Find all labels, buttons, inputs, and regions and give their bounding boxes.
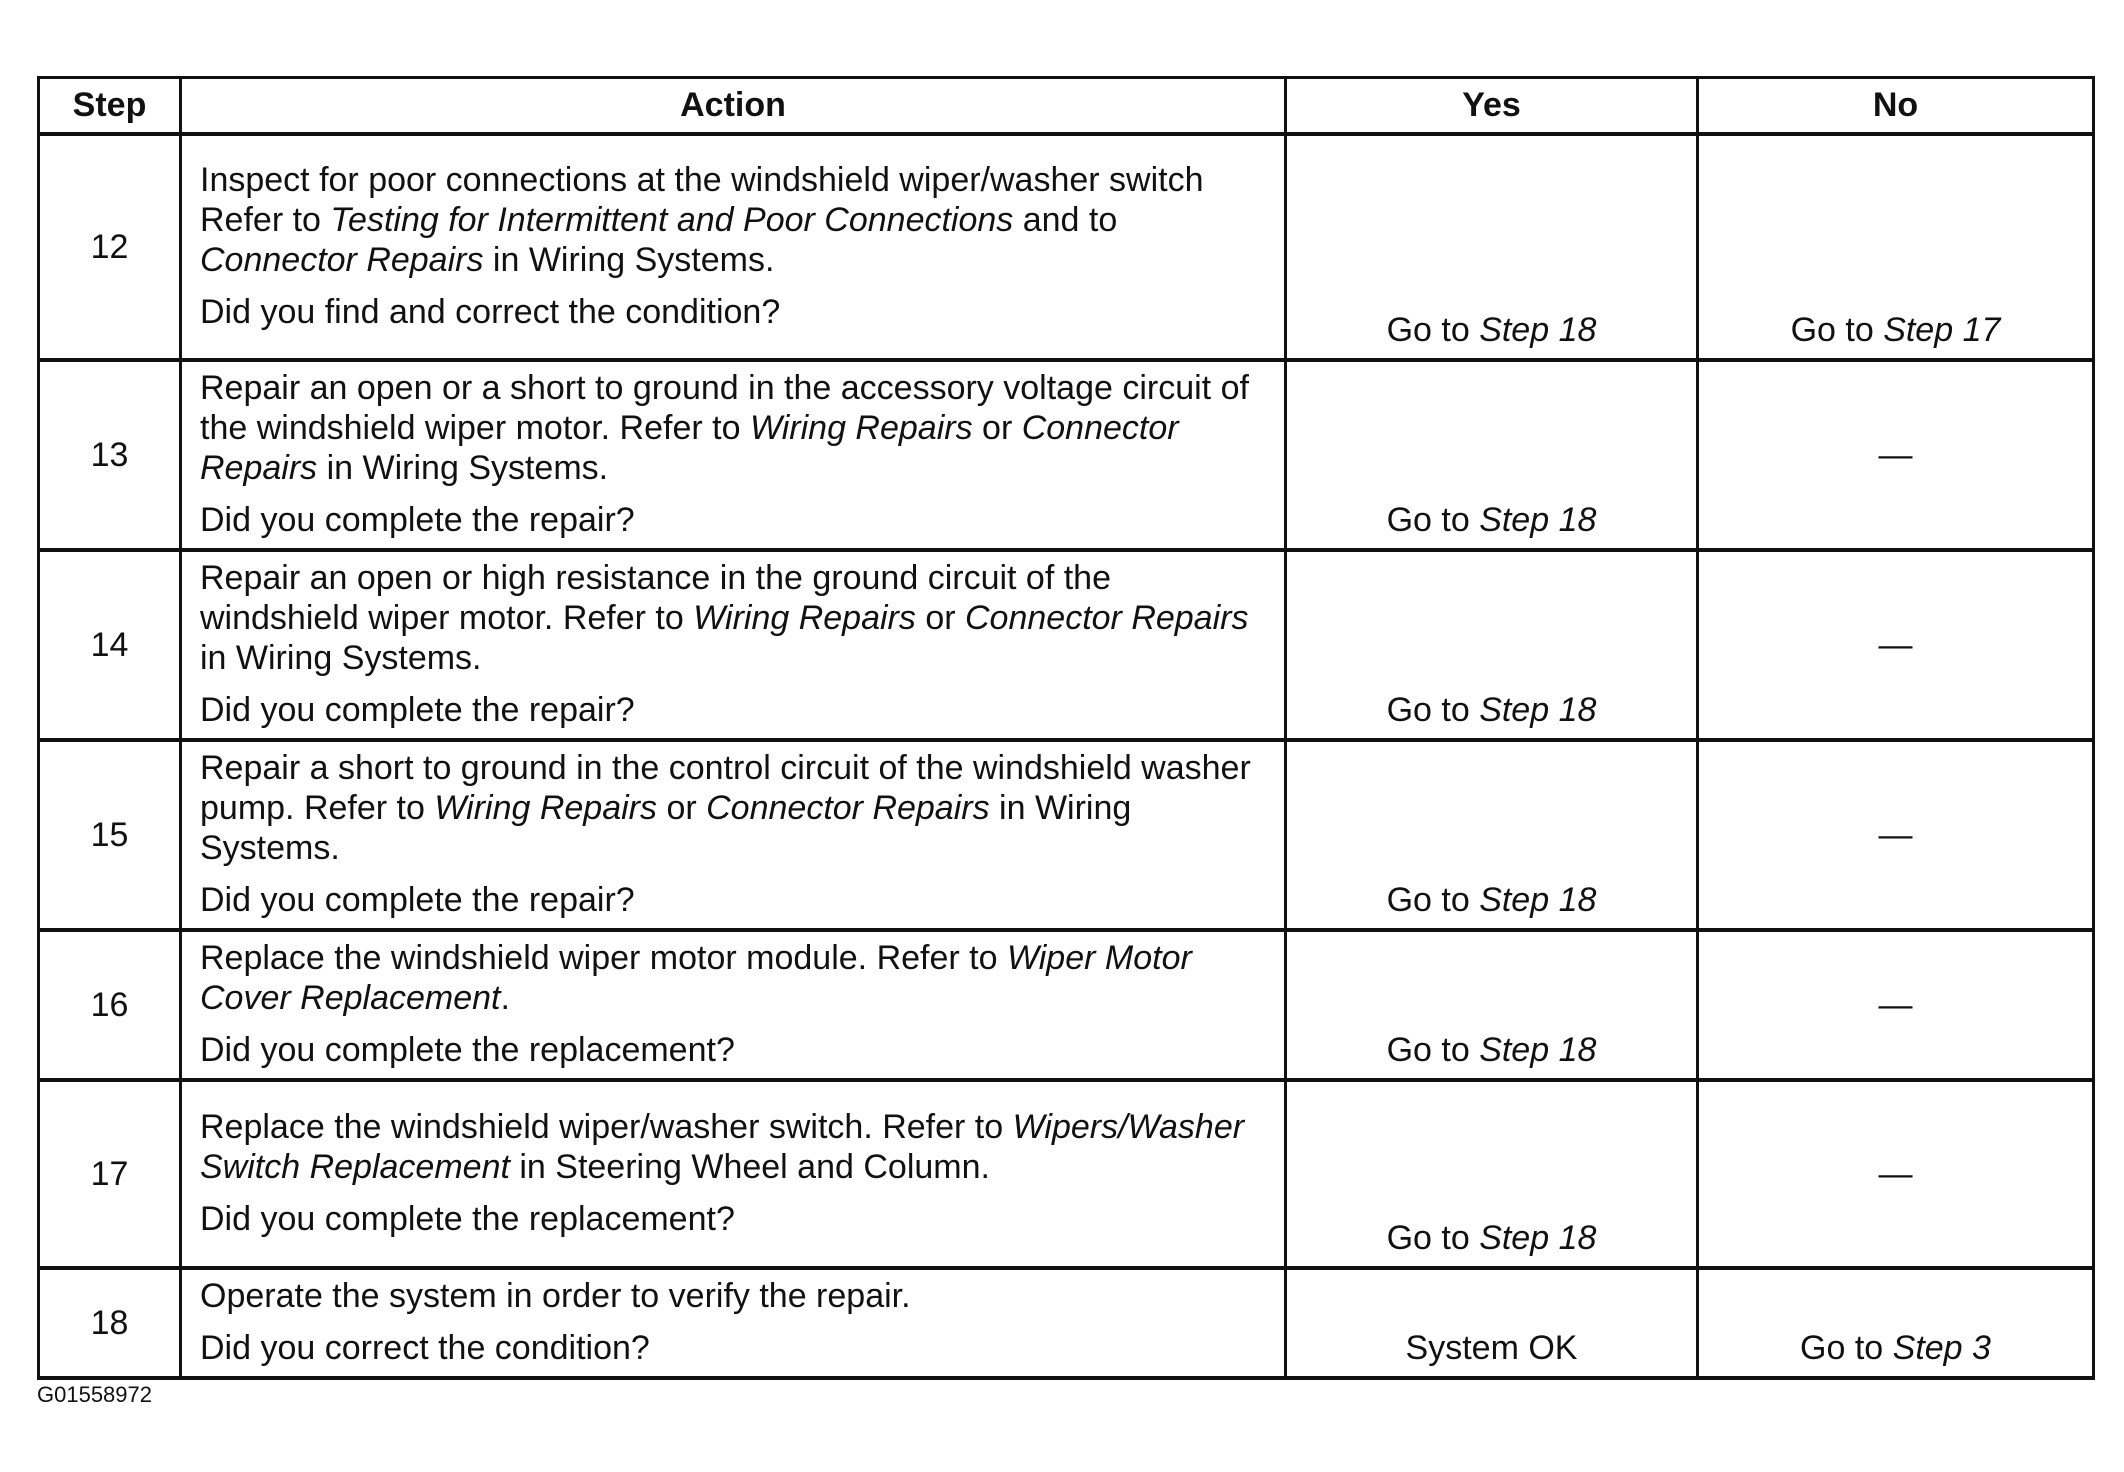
action-text: in Wiring Systems. (317, 449, 609, 487)
no-cell (1698, 1268, 2094, 1378)
yes-cell (1286, 1080, 1698, 1268)
action-text: in Wiring Systems. (483, 241, 775, 279)
yes-cell (1286, 930, 1698, 1080)
action-question: Did you complete the repair? (200, 881, 635, 919)
table-row (39, 1080, 2094, 1268)
action-text: Operate the system in order to verify the repair. (200, 1277, 911, 1315)
action-description (200, 368, 1270, 488)
action-text: Repair an open or high resistance in the ground circuit of the windshield wiper motor. Refer to (200, 559, 1111, 637)
action-description (200, 1107, 1270, 1187)
yes-text: Go to (1386, 311, 1480, 349)
yes-step-reference: Step 18 (1479, 311, 1597, 349)
yes-cell (1286, 360, 1698, 550)
action-question: Did you correct the condition? (200, 1329, 650, 1367)
step-number: 18 (39, 1268, 181, 1378)
action-question: Did you complete the replacement? (200, 1200, 735, 1238)
yes-cell (1286, 134, 1698, 360)
no-step-reference: Step 17 (1883, 311, 2001, 349)
yes-text: Go to (1386, 1219, 1480, 1257)
header-no: No (1698, 78, 2094, 135)
action-text: Replace the windshield wiper/washer switch. Refer to (200, 1108, 1013, 1146)
action-cell (181, 930, 1286, 1080)
action-reference: Connector Repairs (200, 241, 484, 279)
step-number: 16 (39, 930, 181, 1080)
no-text: Go to (1800, 1329, 1893, 1367)
no-dash: — (1878, 436, 1913, 474)
action-reference: Connector Repairs (965, 599, 1249, 637)
no-step-reference: Step 3 (1892, 1329, 1991, 1367)
header-action: Action (181, 78, 1286, 135)
no-dash: — (1878, 816, 1913, 854)
action-cell (181, 1268, 1286, 1378)
action-question: Did you complete the replacement? (200, 1031, 735, 1069)
no-cell (1698, 550, 2094, 740)
yes-text: Go to (1386, 1031, 1480, 1069)
yes-cell (1286, 1268, 1698, 1378)
no-cell (1698, 1080, 2094, 1268)
action-reference: Wiring Repairs (749, 409, 973, 447)
action-text: or (915, 599, 965, 637)
action-description (200, 1276, 1270, 1316)
yes-step-reference: Step 18 (1479, 1219, 1597, 1257)
table-header-row (39, 78, 2094, 135)
yes-step-reference: Step 18 (1479, 691, 1597, 729)
yes-step-reference: Step 18 (1479, 501, 1597, 539)
no-dash: — (1878, 626, 1913, 664)
no-cell (1698, 740, 2094, 930)
step-number: 17 (39, 1080, 181, 1268)
no-dash: — (1878, 1155, 1913, 1193)
action-text: Repair an open or a short to ground in the accessory voltage circuit of the windshield wiper motor. Refer to (200, 369, 1249, 447)
yes-step-reference: Step 18 (1479, 881, 1597, 919)
action-description (200, 938, 1270, 1018)
action-cell (181, 360, 1286, 550)
action-question: Did you complete the repair? (200, 691, 635, 729)
table-body (39, 134, 2094, 1378)
no-cell (1698, 134, 2094, 360)
step-number: 15 (39, 740, 181, 930)
diagnostic-table-container (37, 76, 2092, 1380)
yes-cell (1286, 550, 1698, 740)
action-text: or (657, 789, 707, 827)
action-text: Inspect for poor connections at the windshield wiper/washer switch Refer to (200, 161, 1204, 239)
header-step: Step (39, 78, 181, 135)
action-question: Did you find and correct the condition? (200, 293, 781, 331)
diagnostic-table (37, 76, 2095, 1380)
yes-step-reference: Step 18 (1479, 1031, 1597, 1069)
step-number: 12 (39, 134, 181, 360)
no-cell (1698, 930, 2094, 1080)
step-number: 14 (39, 550, 181, 740)
step-number: 13 (39, 360, 181, 550)
no-cell (1698, 360, 2094, 550)
yes-text: System OK (1405, 1329, 1578, 1367)
action-cell (181, 134, 1286, 360)
action-text: in Wiring Systems. (200, 789, 1132, 867)
action-description (200, 748, 1270, 868)
action-text: Replace the windshield wiper motor module. Refer to (200, 939, 1007, 977)
table-row (39, 550, 2094, 740)
action-reference: Wiring Repairs (693, 599, 916, 637)
action-text: Repair a short to ground in the control circuit of the windshield washer pump. Refer to (200, 749, 1251, 827)
action-reference: Wiring Repairs (434, 789, 657, 827)
action-text: in Wiring Systems. (200, 639, 482, 677)
yes-text: Go to (1386, 691, 1480, 729)
action-reference: Testing for Intermittent and Poor Connections (330, 201, 1014, 239)
yes-text: Go to (1386, 881, 1480, 919)
no-dash: — (1878, 986, 1913, 1024)
header-yes: Yes (1286, 78, 1698, 135)
action-description (200, 558, 1270, 678)
action-reference: Wipers/Washer Switch Replacement (200, 1108, 1245, 1186)
no-text: Go to (1790, 311, 1884, 349)
action-cell (181, 1080, 1286, 1268)
action-cell (181, 740, 1286, 930)
action-reference: Connector Repairs (200, 409, 1179, 487)
action-text: . (500, 979, 510, 1017)
yes-cell (1286, 740, 1698, 930)
figure-id: G01558972 (37, 1382, 152, 1407)
action-text: in Steering Wheel and Column. (509, 1148, 990, 1186)
table-row (39, 930, 2094, 1080)
yes-text: Go to (1386, 501, 1480, 539)
action-question: Did you complete the repair? (200, 501, 635, 539)
action-cell (181, 550, 1286, 740)
table-row (39, 134, 2094, 360)
action-reference: Connector Repairs (706, 789, 990, 827)
action-description (200, 160, 1270, 280)
table-row (39, 1268, 2094, 1378)
action-reference: Wiper Motor Cover Replacement (200, 939, 1192, 1017)
table-row (39, 740, 2094, 930)
table-row (39, 360, 2094, 550)
action-text: and to (1013, 201, 1118, 239)
action-text: or (972, 409, 1022, 447)
